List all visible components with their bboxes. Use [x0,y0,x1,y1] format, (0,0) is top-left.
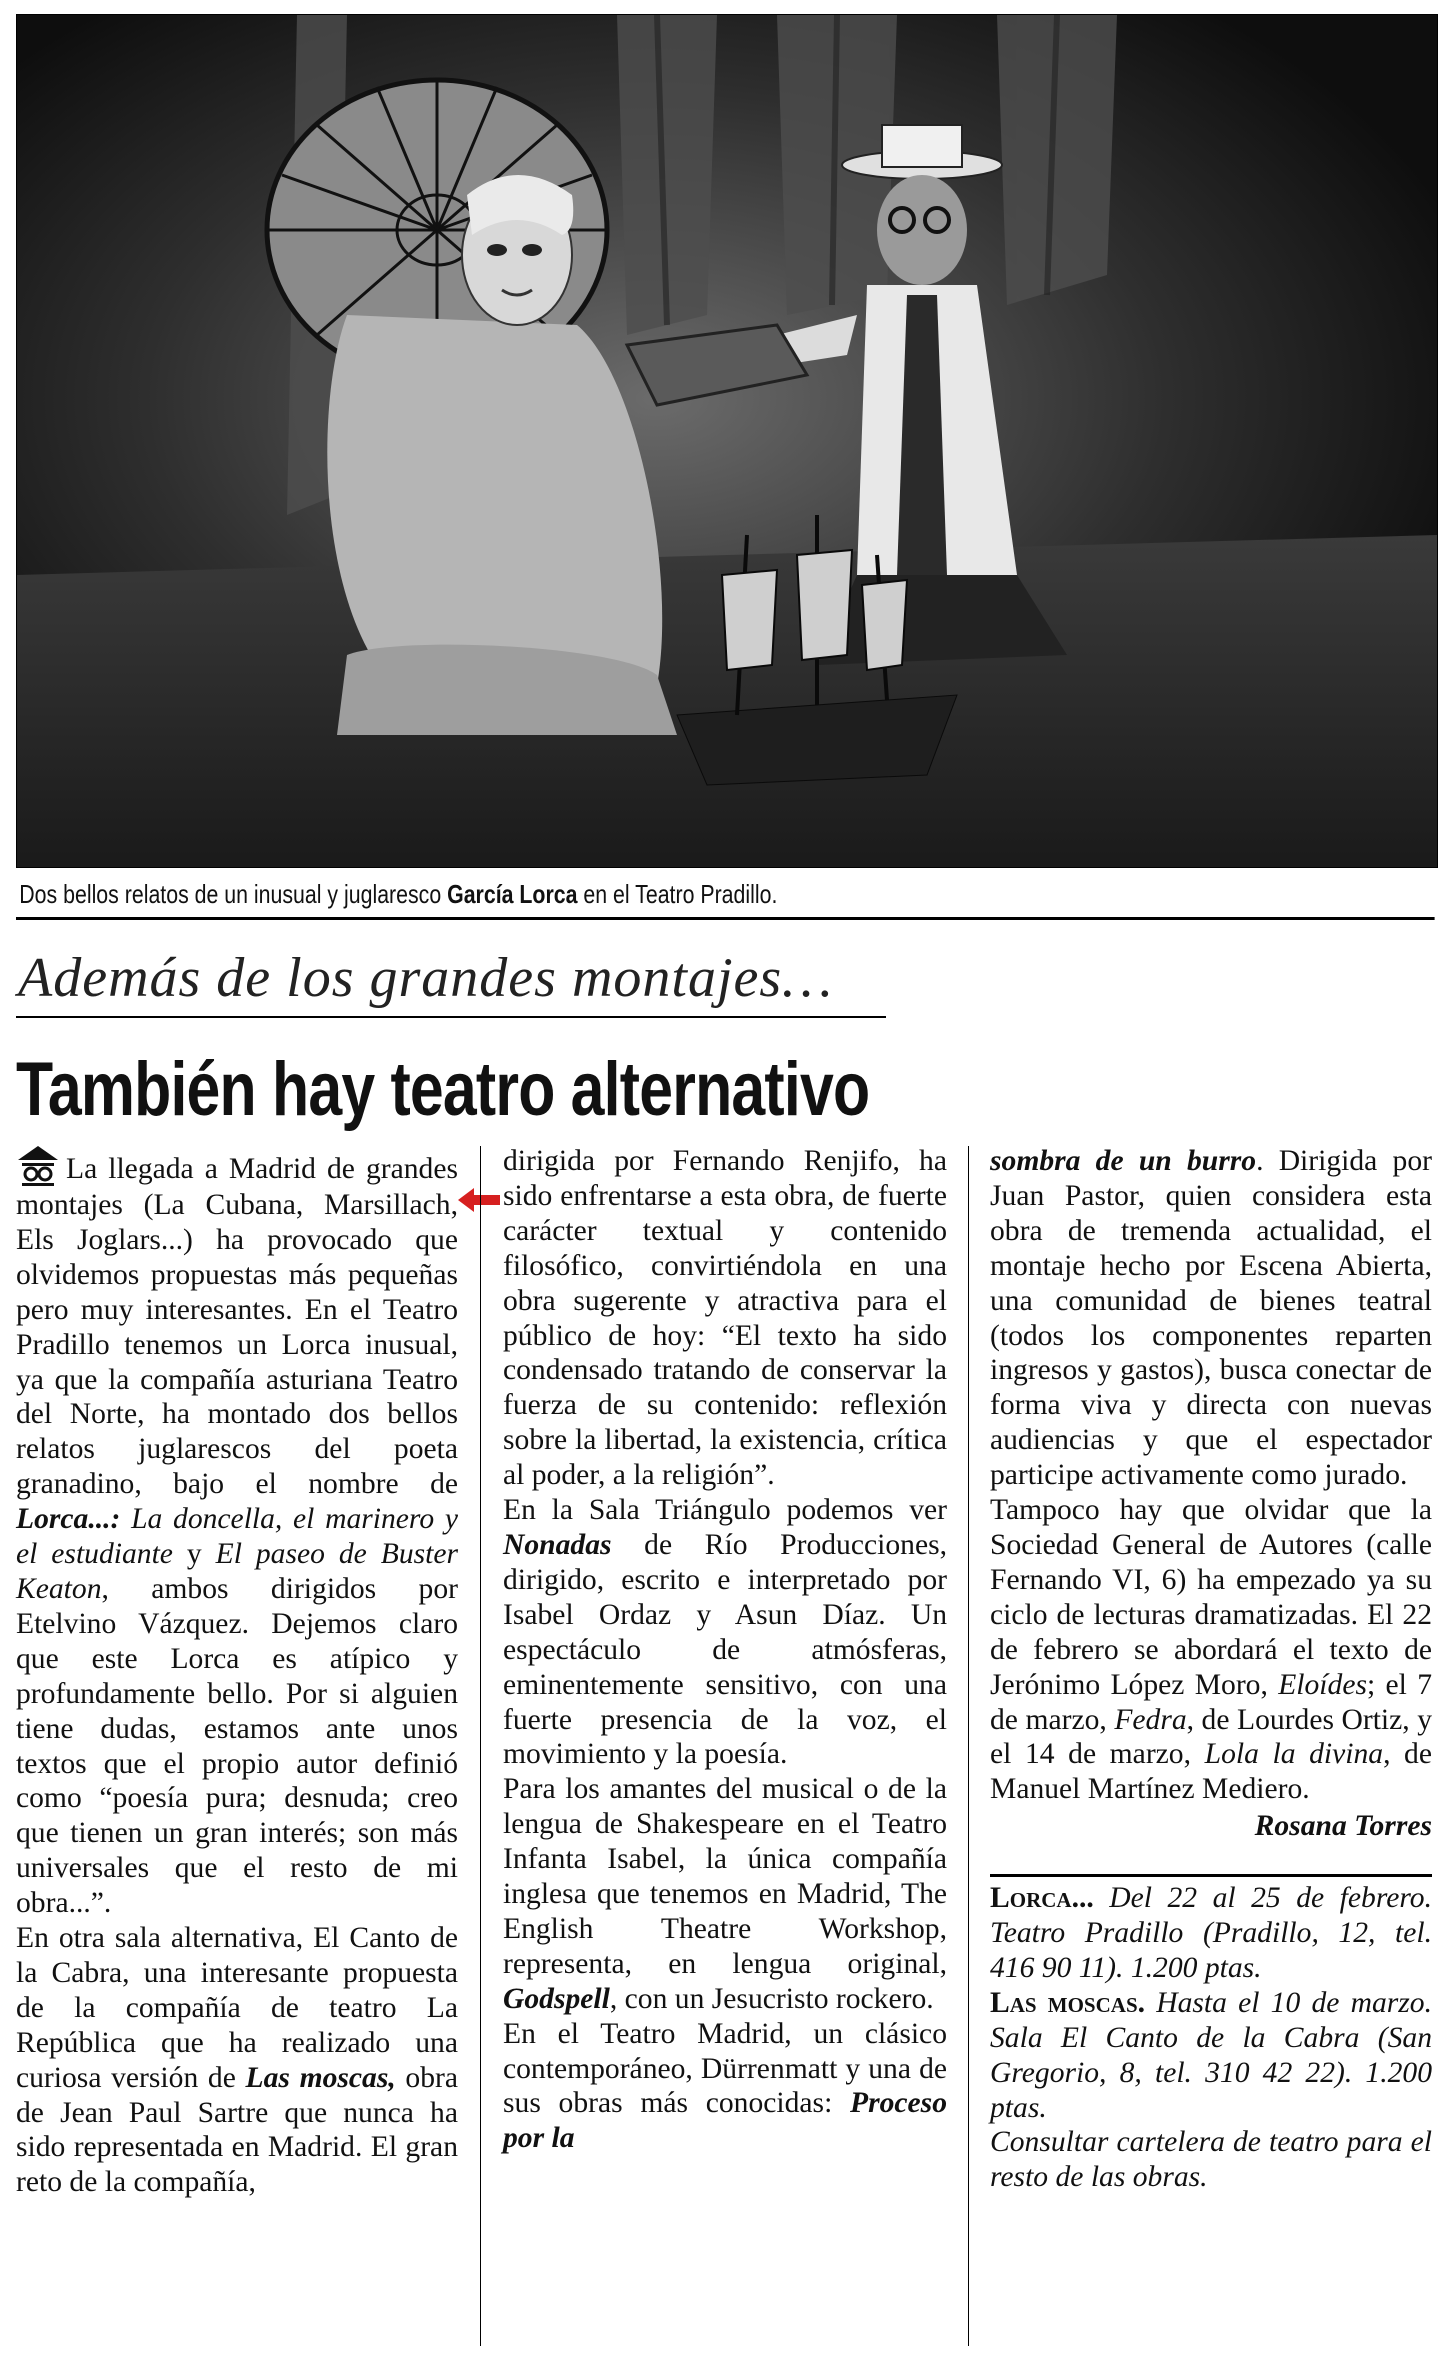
listing-name: Lorca... [990,1882,1094,1915]
headline: También hay teatro alternativo [16,1047,870,1132]
paragraph [503,1493,947,1772]
kicker: Además de los grandes montajes… [18,947,833,1009]
work-title: La doncella, el marinero y el estudiante [16,1503,458,1571]
listing-details: Hasta el 10 de marzo. Sala El Canto de la Cabra (San Gregorio, 8, tel. 310 42 22). 1.200 ptas. [990,1986,1432,2124]
paragraph [503,1772,947,2016]
title-lorca: Lorca...: [16,1503,121,1536]
work-title: sombra de un burro [990,1145,1257,1177]
text: y [172,1538,216,1571]
listing-details: Del 22 al 25 de febrero. Teatro Pradillo (Pradillo, 12, tel. 416 90 11). 1.200 ptas. [990,1882,1432,1984]
article-column-2 [503,1144,947,2156]
event-listings [990,1874,1432,2195]
work-title: Eloídes [1278,1668,1367,1701]
caption-name: García Lorca [447,879,578,909]
paragraph [16,1921,458,2200]
text: . Dirigida por Juan Pastor, quien considera esta obra de tremenda actualidad, el montaje hecho por Escena Abierta, una comunidad de bienes teatral (todos los componentes reparten ingresos y gastos), busca conectar de forma viva y directa con nuevas audiencias y que el espectador participe activamente como jurado. [990,1145,1432,1492]
kicker-underline [16,1016,886,1018]
article-photo [16,14,1438,868]
article-column-3 [990,1144,1432,2195]
work-title: Lola la divina [1204,1738,1384,1771]
article-column-1 [16,1144,458,2200]
paragraph [16,1144,458,1921]
work-title: Nonadas [503,1528,612,1561]
text: Tampoco hay que olvidar que la Sociedad General de Autores (calle Fernando VI, 6) ha empezado ya su ciclo de lecturas dramatizadas. El 22 de febrero se abordará el texto de Jerónimo López Moro, [990,1494,1432,1701]
stage-scene-illustration [17,15,1437,867]
work-title: Las moscas, [245,2061,396,2094]
paragraph: dirigida por Fernando Renjifo, ha sido enfrentarse a esta obra, de fuerte carácter textual y contenido filosófico, convirtiéndola en una obra sugerente y atractiva para el público de hoy: “El texto ha sido condensado tratando de conservar la fuerza de su contenido: reflexión sobre la libertad, la existencia, crítica al poder, a la religión”. [503,1145,947,1492]
caption-text-end: en el Teatro Pradillo. [577,879,778,909]
text: , ambos dirigidos por Etelvino Vázquez. Dejemos claro que este Lorca es atípico y profundamente bello. Por si alguien tiene dudas, estamos ante unos textos que el propio autor definió como “poesía pura; desnuda; creo que tienen un gran interés; son más universales que el resto de mi obra...”. [16,1572,458,1920]
text: La llegada a Madrid de grandes montajes (La Cubana, Marsillach, Els Joglars...) ha provocado que olvidemos propuestas más pequeñas pero muy interesantes. En el Teatro Pradillo tenemos un Lorca inusual, ya que la compañía asturiana Teatro del Norte, ha montado dos bellos relatos juglarescos del poeta granadino, bajo el nombre de [16,1153,458,1501]
paragraph [503,2017,947,2157]
text: Para los amantes del musical o de la lengua de Shakespeare en el Teatro Infanta Isabel, la única compañía inglesa que tenemos en Madrid, The English Theatre Workshop, representa, en lengua original, [503,1773,947,1980]
text: En el Teatro Madrid, un clásico contemporáneo, Dürrenmatt y una de sus obras más conocidas: [503,2017,947,2120]
listing-name: Las moscas. [990,1986,1146,2019]
red-arrow-icon [456,1186,502,1214]
text: , con un Jesucristo rockero. [609,1982,934,2015]
work-title: El paseo de Buster Keaton [16,1538,459,1605]
caption-text: Dos bellos relatos de un inusual y juglaresco [19,879,448,909]
theatre-masks-icon [16,1144,60,1188]
photo-caption [16,868,1435,920]
text: ; el 7 de marzo, [990,1668,1432,1736]
text: obra de Jean Paul Sartre que nunca ha sido representada en Madrid. El gran reto de la compañía, [16,2061,458,2199]
text: En otra sala alternativa, El Canto de la Cabra, una interesante propuesta de la compañía de teatro La República que ha realizado una curiosa versión de [16,1922,458,2094]
column-divider [968,1146,969,2346]
paragraph [990,1144,1432,1493]
work-title: Godspell [503,1982,610,2015]
listing-item [990,1986,1432,2126]
column-divider [480,1146,481,2346]
listing-item [990,1881,1432,1986]
text: En la Sala Triángulo podemos ver [503,1494,947,1527]
text: , de Manuel Martínez Mediero. [990,1738,1432,1806]
listing-details: Consultar cartelera de teatro para el resto de las obras. [990,2126,1432,2194]
text [120,1503,131,1535]
text: , de Lourdes Ortiz, y el 14 de marzo, [990,1703,1432,1771]
listing-item [990,2125,1432,2195]
paragraph [990,1493,1432,1807]
text: de Río Producciones, dirigido, escrito e interpretado por Isabel Ordaz y Asun Díaz. Un espectáculo de atmósferas, eminentemente sensitivo, con una fuerte presencia de la voz, el movimiento y la poesía. [503,1528,947,1771]
work-title: Fedra [1114,1703,1187,1736]
byline: Rosana Torres [1254,1810,1432,1843]
work-title: Proceso por la [503,2087,947,2155]
